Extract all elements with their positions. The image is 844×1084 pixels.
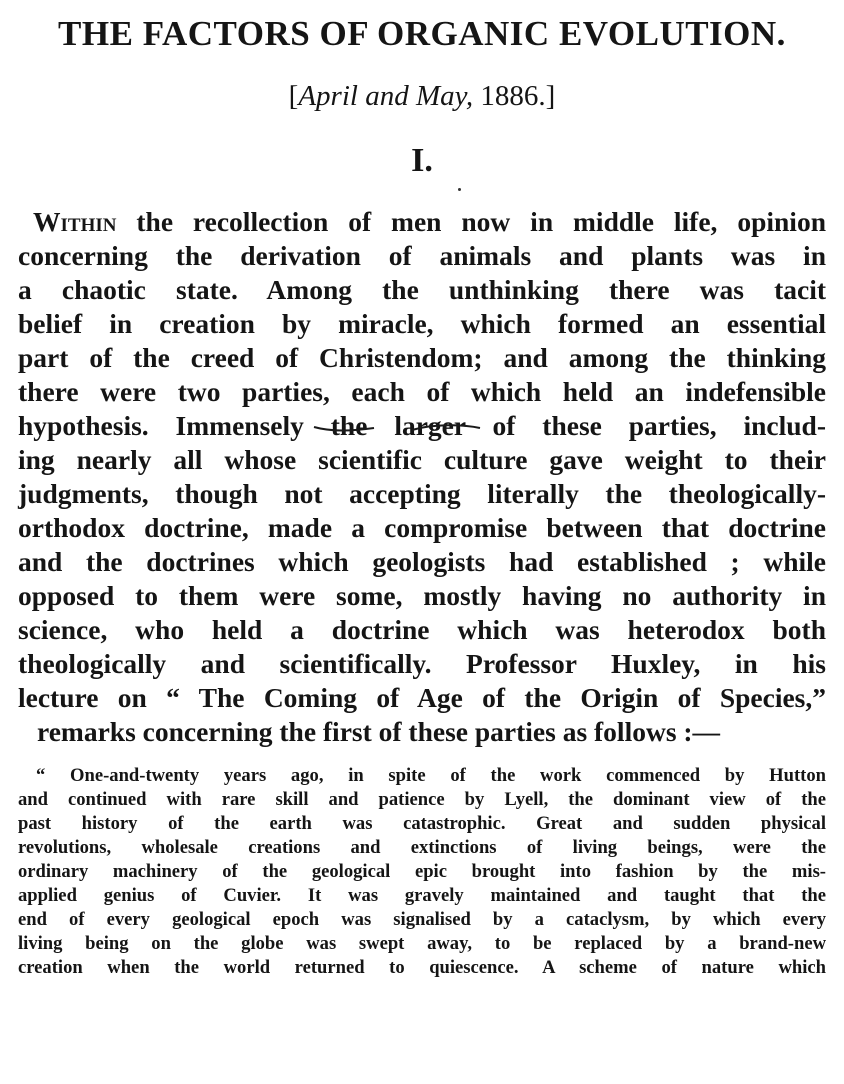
quote-line-1: “ One-and-twenty years ago, in spite of the work commenced by Hutton	[36, 765, 826, 786]
body-line-13: science, who held a doctrine which was heterodox both	[18, 614, 826, 645]
date-line	[0, 80, 844, 113]
body-line-16: remarks concerning the first of these parties as follows :—	[37, 716, 721, 747]
body-line-8: ing nearly all whose scientific culture gave weight to their	[18, 444, 826, 475]
date-italic: April and May,	[298, 80, 474, 112]
quote-line-7: end of every geological epoch was signalised by a cataclysm, by which every	[18, 909, 826, 930]
quote-line-4: revolutions, wholesale creations and extinctions of living beings, were the	[18, 837, 826, 858]
quote-line-3: past history of the earth was catastrophic. Great and sudden physical	[18, 813, 826, 834]
body-line-12: opposed to them were some, mostly having no authority in	[18, 580, 826, 611]
body-line-6: there were two parties, each of which held an indefensible	[18, 376, 826, 407]
first-word: Within	[33, 206, 117, 237]
date-prefix: [	[288, 80, 299, 112]
date-suffix: 1886.]	[473, 80, 556, 112]
body-line-2: concerning the derivation of animals and plants was in	[18, 240, 826, 271]
body-line-11: and the doctrines which geologists had established ; while	[18, 546, 826, 577]
section-number: I.	[411, 142, 433, 179]
quote-line-8: living being on the globe was swept away, to be replaced by a brand-new	[18, 933, 826, 954]
body-line-10: orthodox doctrine, made a compromise between that doctrine	[18, 512, 826, 543]
pen-underline-mark	[312, 418, 482, 438]
page-title: THE FACTORS OF ORGANIC EVOLUTION.	[58, 14, 786, 53]
ink-speck	[458, 188, 461, 191]
body-line-3: a chaotic state. Among the unthinking there was tacit	[18, 274, 826, 305]
quote-line-6: applied genius of Cuvier. It was gravely maintained and taught that the	[18, 885, 826, 906]
quote-line-9: creation when the world returned to quiescence. A scheme of nature which	[18, 957, 826, 978]
body-line-1: Within the recollection of men now in middle life, opinion	[33, 206, 826, 237]
body-line-9: judgments, though not accepting literally the theologically-	[18, 478, 826, 509]
body-line-14: theologically and scientifically. Professor Huxley, in his	[18, 648, 826, 679]
quote-line-5: ordinary machinery of the geological epic brought into fashion by the mis-	[18, 861, 826, 882]
body-line-7: hypothesis. Immensely the larger of these parties, includ-	[18, 410, 826, 441]
body-line-5: part of the creed of Christendom; and among the thinking	[18, 342, 826, 373]
body-line-15: lecture on “ The Coming of Age of the Origin of Species,”	[18, 682, 826, 713]
quote-line-2: and continued with rare skill and patience by Lyell, the dominant view of the	[18, 789, 826, 810]
body-line-4: belief in creation by miracle, which formed an essential	[18, 308, 826, 339]
